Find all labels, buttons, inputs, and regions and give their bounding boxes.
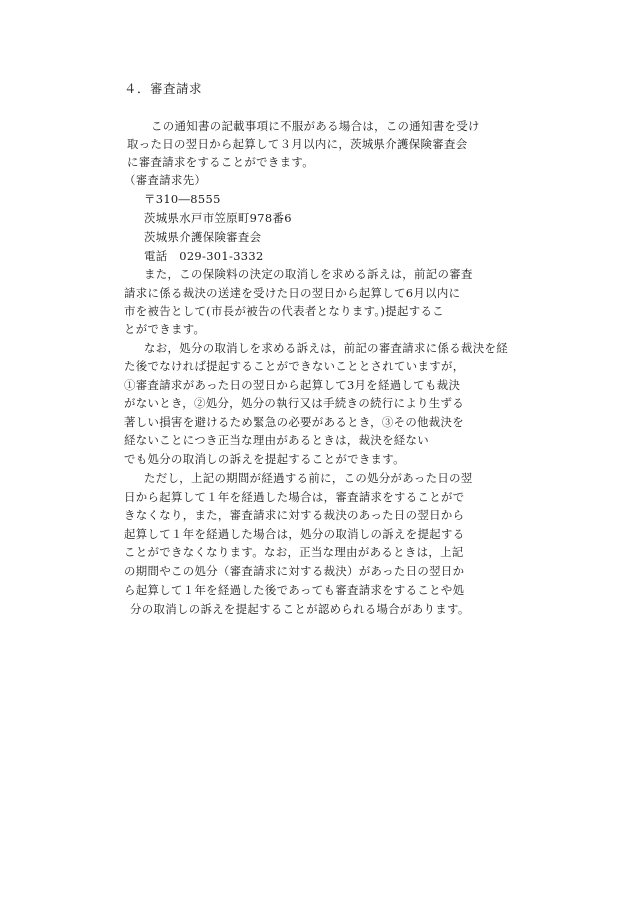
paragraph-line: なお，処分の取消しを求める訴えは，前記の審査請求に係る裁決を経: [144, 341, 508, 355]
paragraph-line: 取った日の翌日から起算して３月以内に，茨城県介護保険審査会: [127, 137, 468, 151]
paragraph-line: 茨城県水戸市笠原町978番6: [144, 211, 292, 225]
paragraph-line: 市を被告として(市長が被告の代表者となります。)提起するこ: [124, 304, 444, 318]
section-heading: ４．審査請求: [124, 81, 203, 96]
paragraph-line: （審査請求先）: [124, 173, 207, 187]
paragraph-line: とができます。: [124, 322, 206, 336]
paragraph-line: 分の取消しの訴えを提起することが認められる場合があります。: [130, 602, 470, 616]
paragraph-line: 起算して１年を経過した場合は，処分の取消しの訴えを提起する: [124, 527, 465, 541]
paragraph-line: に審査請求をすることができます。: [127, 155, 314, 169]
paragraph-line: 電話 029-301-3332: [144, 249, 264, 263]
paragraph-line: この通知書の記載事項に不服がある場合は，この通知書を受け: [151, 119, 480, 133]
paragraph-line: 著しい損害を避けるため緊急の必要があるとき，③その他裁決を: [124, 415, 465, 429]
paragraph-line: 日から起算して１年を経過した場合は，審査請求をすることがで: [124, 490, 465, 504]
paragraph-line: 〒310―8555: [144, 192, 221, 206]
paragraph-line: ら起算して１年を経過した後であっても審査請求をすることや処: [124, 583, 465, 597]
paragraph-line: ①審査請求があった日の翌日から起算して3月を経過しても裁決: [124, 378, 461, 392]
paragraph-line: 経ないことにつき正当な理由があるときは，裁決を経ない: [124, 433, 430, 447]
paragraph-line: 茨城県介護保険審査会: [144, 230, 262, 244]
paragraph-line: 請求に係る裁決の送達を受けた日の翌日から起算して6月以内に: [124, 286, 461, 300]
paragraph-line: の期間やこの処分（審査請求に対する裁決）があった日の翌日か: [124, 564, 465, 578]
paragraph-line: がないとき，②処分，処分の執行又は手続きの続行により生ずる: [124, 396, 465, 410]
paragraph-line: ただし，上記の期間が経過する前に，この処分があった日の翌: [144, 471, 473, 485]
paragraph-line: でも処分の取消しの訴えを提起することができます。: [124, 452, 405, 466]
paragraph-line: きなくなり，また，審査請求に対する裁決のあった日の翌日から: [124, 508, 465, 522]
paragraph-line: また，この保険料の決定の取消しを求める訴えは，前記の審査: [144, 267, 473, 281]
paragraph-line: た後でなければ提起することができないこととされていますが，: [124, 359, 465, 373]
paragraph-line: ことができなくなります。なお，正当な理由があるときは，上記: [124, 545, 464, 559]
